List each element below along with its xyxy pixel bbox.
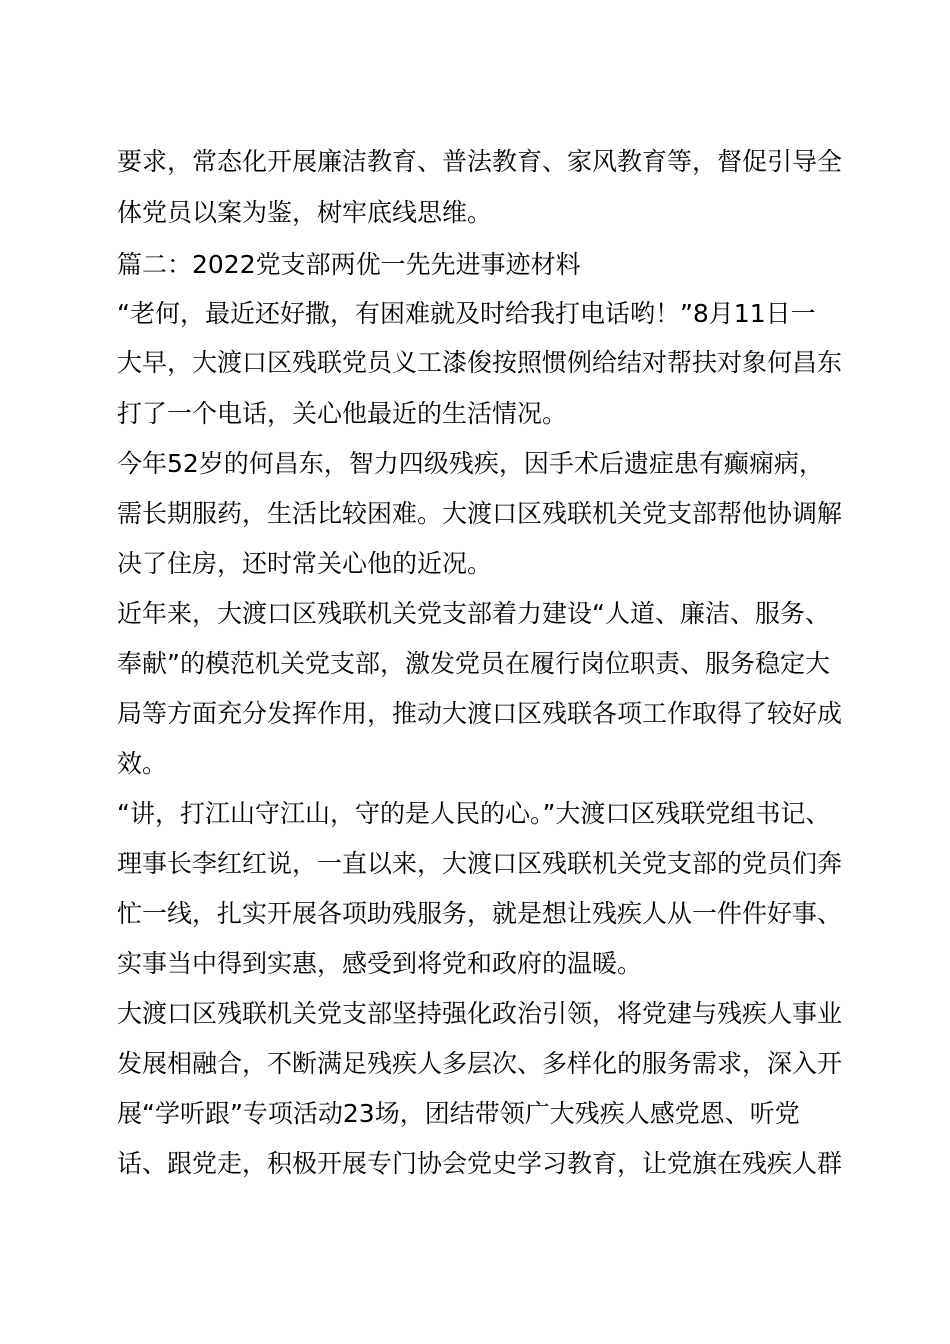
- text-line: 展“学听跟”专项活动23场，团结带领广大残疾人感党恩、听党: [117, 1099, 800, 1128]
- text-line: 大早，大渡口区残联党员义工漆俊按照惯例给结对帮扶对象何昌东: [117, 348, 843, 377]
- section-heading: 篇二：2022党支部两优一先先进事迹材料: [117, 250, 581, 279]
- text-line: 要求，常态化开展廉洁教育、普法教育、家风教育等，督促引导全: [117, 147, 843, 176]
- text-line: “老何，最近还好撒，有困难就及时给我打电话哟！”8月11日一: [117, 299, 816, 328]
- text-line: 实事当中得到实惠，感受到将党和政府的温暖。: [117, 949, 643, 978]
- text-line: 奉献”的模范机关党支部，激发党员在履行岗位职责、服务稳定大: [117, 649, 830, 678]
- text-line: 打了一个电话，关心他最近的生活情况。: [117, 399, 568, 428]
- text-line: 忙一线，扎实开展各项助残服务，就是想让残疾人从一件件好事、: [117, 899, 843, 928]
- text-line: 决了住房，还时常关心他的近况。: [117, 549, 493, 578]
- text-line: 局等方面充分发挥作用，推动大渡口区残联各项工作取得了较好成: [117, 699, 843, 728]
- text-line: 话、跟党走，积极开展专门协会党史学习教育，让党旗在残疾人群: [117, 1149, 843, 1178]
- text-line: 体党员以案为鉴，树牢底线思维。: [117, 198, 493, 227]
- text-line: “讲，打江山守江山，守的是人民的心。”大渡口区残联党组书记、: [117, 799, 831, 828]
- text-line: 近年来，大渡口区残联机关党支部着力建设“人道、廉洁、服务、: [117, 599, 830, 628]
- text-line: 大渡口区残联机关党支部坚持强化政治引领，将党建与残疾人事业: [117, 999, 843, 1028]
- text-line: 理事长李红红说，一直以来，大渡口区残联机关党支部的党员们奔: [117, 849, 843, 878]
- text-line: 需长期服药，生活比较困难。大渡口区残联机关党支部帮他协调解: [117, 499, 843, 528]
- text-line: 发展相融合，不断满足残疾人多层次、多样化的服务需求，深入开: [117, 1049, 843, 1078]
- text-line: 效。: [117, 749, 168, 778]
- text-line: 今年52岁的何昌东，智力四级残疾，因手术后遗症患有癫痫病，: [117, 449, 824, 478]
